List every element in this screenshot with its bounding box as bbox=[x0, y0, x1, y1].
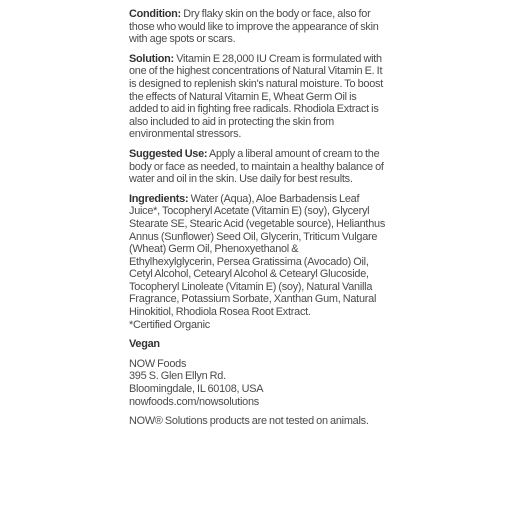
condition-text: Dry flaky skin on the body or face, also for those who would like to improve the appearance of skin with age spots or scars. bbox=[129, 8, 379, 46]
website-text: nowfoods.com/nowsolutions bbox=[129, 395, 259, 408]
ingredients-text: Water (Aqua), Aloe Barbadensis Leaf Juice*, Tocopheryl Acetate (Vitamin E) (soy), Glyceryl Stearate SE, Stearic Acid (vegetable source), Helianthus Annus (Sunflower) Seed Oil, Glycerin, Triticum Vulgare (Wheat) Germ Oil, Phenoxyethanol & Ethylhexylglycerin, Persea Gratissima (Avocado) Oil, Cetyl Alcohol, Cetearyl Alcohol & Cetearyl Glucoside, Tocopheryl Linoleate (Vitamin E) (soy), Natural Vanilla Fragrance, Potassium Sorbate, Xanthan Gum, Natural Hinokitiol, Rhodiola Rosea Root Extract. bbox=[129, 192, 386, 319]
suggested-use-text: Apply a liberal amount of cream to the body or face as needed, to maintain a healthy balance of water and oil in the skin. Use daily for best results. bbox=[129, 147, 384, 186]
ingredients-paragraph bbox=[129, 193, 385, 319]
condition-paragraph bbox=[129, 8, 385, 46]
street-address: 395 S. Glen Ellyn Rd. bbox=[129, 370, 226, 383]
ingredients-label: Ingredients: bbox=[129, 192, 189, 205]
product-info-panel bbox=[129, 8, 385, 439]
solution-text: Vitamin E 28,000 IU Cream is formulated with one of the highest concentrations of Natural Vitamin E. It is designed to replenish skin's natural moisture. To boost the effects of Natural Vitamin E, Wheat Germ Oil is added to aid in fighting free radicals. Rhodiola Extract is also included to aid in protecting the skin from environmental stressors. bbox=[129, 52, 383, 141]
city-address: Bloomingdale, IL 60108, USA bbox=[129, 383, 264, 396]
company-name: NOW Foods bbox=[129, 357, 187, 370]
ingredients-section bbox=[129, 193, 385, 332]
company-address bbox=[129, 358, 385, 408]
suggested-use-section bbox=[129, 148, 385, 186]
condition-section bbox=[129, 8, 385, 46]
condition-label: Condition: bbox=[129, 8, 181, 20]
solution-section bbox=[129, 53, 385, 141]
vegan-heading: Vegan bbox=[129, 338, 160, 351]
solution-paragraph bbox=[129, 53, 385, 141]
certified-organic-note: *Certified Organic bbox=[129, 318, 210, 331]
solution-label: Solution: bbox=[129, 52, 174, 65]
suggested-use-paragraph bbox=[129, 148, 385, 186]
animal-testing-note: NOW® Solutions products are not tested on animals. bbox=[129, 415, 369, 428]
suggested-use-label: Suggested Use: bbox=[129, 147, 208, 160]
